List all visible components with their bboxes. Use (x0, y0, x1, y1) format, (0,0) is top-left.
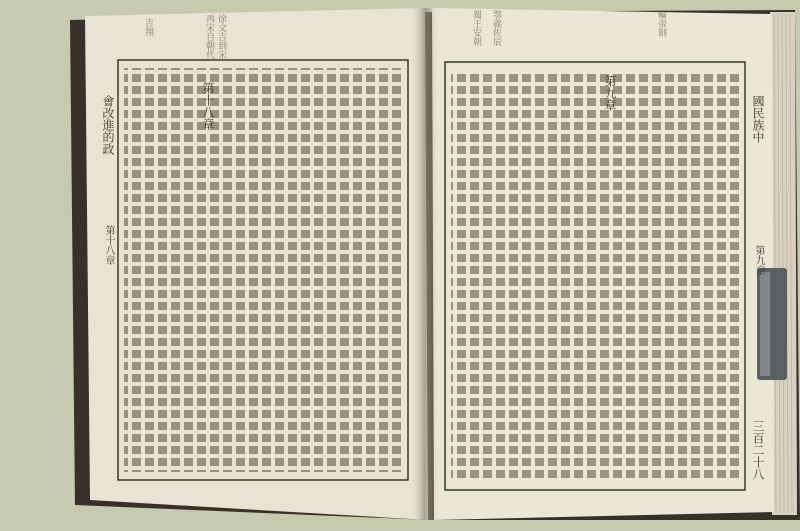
pencil-note: 再宋自朝代 (204, 14, 214, 59)
pencil-note: 鄂義佐辰 (491, 10, 501, 46)
pencil-note: 徐文吉到宋 (216, 14, 226, 59)
right-margin-chapter: 第九章 (753, 245, 764, 275)
right-margin-title: 國民族中 (751, 95, 765, 143)
right-margin-page: 三百二十八 (751, 420, 765, 480)
left-text-body (124, 68, 402, 472)
left-margin-title: 會改進的政 (101, 95, 115, 155)
pencil-note: 輪帝制 (656, 10, 666, 37)
left-margin-chapter: 第十八章 (103, 225, 114, 265)
pencil-note: 蜀王安朝 (471, 10, 481, 46)
chapter-heading-18: 第十八章 (201, 82, 215, 130)
right-text-body (451, 70, 739, 482)
chapter-heading-9: 第九章 (603, 75, 617, 111)
pencil-note: 吉翔 (143, 18, 153, 36)
